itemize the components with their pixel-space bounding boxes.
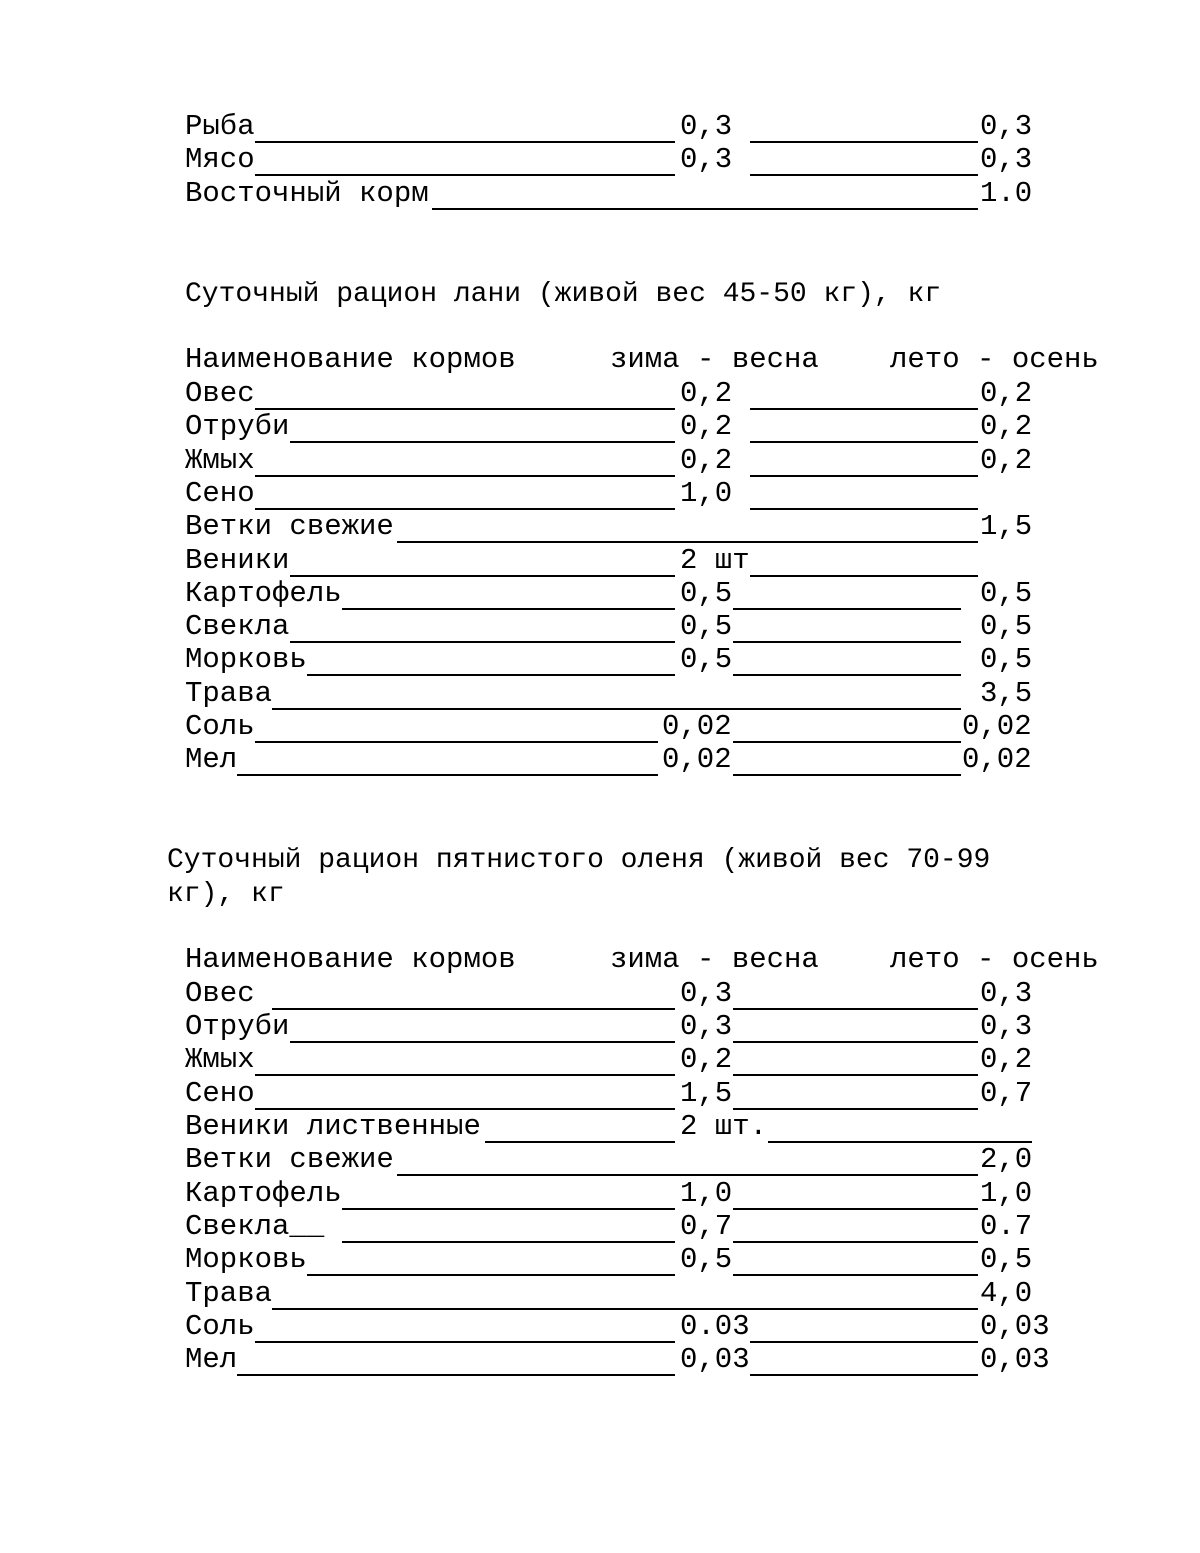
row-summer-value: 0,03 [980, 1310, 1050, 1343]
row-summer-value: 0,2 [980, 1043, 1032, 1076]
row-winter-value: 1,0 [680, 1177, 732, 1210]
row-label: Соль [185, 710, 255, 743]
leader-line [733, 1241, 978, 1243]
row-winter-value: 0,5 [680, 577, 732, 610]
leader-line [750, 475, 978, 477]
leader-line [733, 1208, 978, 1210]
row-winter-value: 0,02 [662, 743, 732, 776]
column-header-name: Наименование кормов [185, 943, 516, 976]
row-summer-value: 0,3 [980, 143, 1032, 176]
row-summer-value: 0,03 [980, 1343, 1050, 1376]
document-page [0, 0, 1200, 1553]
leader-line [307, 1274, 675, 1276]
row-label: Трава [185, 1277, 272, 1310]
row-summer-value: 0,2 [980, 410, 1032, 443]
leader-line [255, 141, 675, 143]
leader-line [237, 1374, 675, 1376]
leader-line [342, 1208, 675, 1210]
column-header-name: Наименование кормов [185, 343, 516, 376]
row-label: Свекла__ [185, 1210, 324, 1243]
leader-line [272, 708, 961, 710]
leader-line [342, 1241, 675, 1243]
row-winter-value: 1,5 [680, 1077, 732, 1110]
leader-line [750, 508, 978, 510]
leader-line [272, 1008, 675, 1010]
row-winter-value: 0,5 [680, 643, 732, 676]
row-winter-value: 0,2 [680, 377, 732, 410]
leader-line [290, 575, 675, 577]
row-winter-value: 0.03 [680, 1310, 750, 1343]
row-label: Отруби [185, 410, 289, 443]
leader-line [750, 1374, 978, 1376]
row-label: Свекла [185, 610, 289, 643]
row-label: Веники лиственные [185, 1110, 481, 1143]
row-label: Картофель [185, 577, 342, 610]
leader-line [733, 1074, 978, 1076]
row-winter-value: 0,3 [680, 1010, 732, 1043]
row-summer-value: 0,5 [980, 643, 1032, 676]
row-summer-value: 0,5 [980, 610, 1032, 643]
row-summer-value: 3,5 [980, 677, 1032, 710]
row-winter-value: 0,03 [680, 1343, 750, 1376]
row-winter-value: 0,2 [680, 444, 732, 477]
leader-line [733, 608, 961, 610]
row-summer-value: 1.0 [980, 177, 1032, 210]
leader-line [290, 441, 675, 443]
row-winter-value: 0,5 [680, 610, 732, 643]
row-winter-value: 0,2 [680, 410, 732, 443]
leader-line [485, 1141, 675, 1143]
row-winter-value: 0,3 [680, 110, 732, 143]
leader-line [733, 1108, 978, 1110]
row-label: Картофель [185, 1177, 342, 1210]
leader-line [290, 641, 675, 643]
leader-line [255, 1341, 675, 1343]
row-summer-value: 0,5 [980, 1243, 1032, 1276]
leader-line [750, 141, 978, 143]
row-summer-value: 0,3 [980, 110, 1032, 143]
leader-line [733, 1008, 978, 1010]
row-winter-value: 0,02 [662, 710, 732, 743]
leader-line [750, 575, 978, 577]
row-summer-value: 0,3 [980, 1010, 1032, 1043]
leader-line [733, 1274, 978, 1276]
leader-line [733, 1041, 978, 1043]
row-label: Рыба [185, 110, 255, 143]
row-summer-value: 0,7 [980, 1077, 1032, 1110]
row-winter-value: 2 шт [680, 544, 750, 577]
row-summer-value: 4,0 [980, 1277, 1032, 1310]
row-label: Морковь [185, 1243, 307, 1276]
leader-line [397, 541, 978, 543]
column-header-summer: лето - осень [890, 343, 1099, 376]
leader-line [255, 475, 675, 477]
row-summer-value: 0,02 [962, 710, 1032, 743]
row-label: Овес [185, 977, 255, 1010]
leader-line [342, 608, 675, 610]
row-label: Морковь [185, 643, 307, 676]
row-label: Овес [185, 377, 255, 410]
leader-line [255, 174, 675, 176]
row-winter-value: 0,7 [680, 1210, 732, 1243]
leader-line [307, 674, 675, 676]
section-title: Суточный рацион лани (живой вес 45-50 кг), кг [185, 278, 941, 311]
row-label: Сено [185, 477, 255, 510]
column-header-summer: лето - осень [890, 943, 1099, 976]
row-label: Жмых [185, 1043, 255, 1076]
row-winter-value: 0,5 [680, 1243, 732, 1276]
leader-line [733, 674, 961, 676]
leader-line [397, 1174, 978, 1176]
leader-line [255, 741, 658, 743]
row-label: Мел [185, 743, 237, 776]
leader-line [750, 441, 978, 443]
row-summer-value: 0,3 [980, 977, 1032, 1010]
leader-line [272, 1308, 978, 1310]
row-label: Отруби [185, 1010, 289, 1043]
row-label: Ветки свежие [185, 1143, 394, 1176]
row-winter-value: 0,3 [680, 977, 732, 1010]
row-summer-value: 1,5 [980, 510, 1032, 543]
row-label: Сено [185, 1077, 255, 1110]
row-summer-value: 2,0 [980, 1143, 1032, 1176]
row-summer-value: 0,5 [980, 577, 1032, 610]
leader-line [750, 1341, 978, 1343]
row-winter-value: 1,0 [680, 477, 732, 510]
row-label: Веники [185, 544, 289, 577]
row-summer-value: 0,2 [980, 444, 1032, 477]
leader-line [750, 408, 978, 410]
section-title: Суточный рацион пятнистого оленя (живой вес 70-99 [167, 844, 990, 877]
row-label: Мел [185, 1343, 237, 1376]
column-header-winter: зима - весна [610, 943, 819, 976]
leader-line [255, 1074, 675, 1076]
row-winter-value: 2 шт. [680, 1110, 767, 1143]
row-summer-value: 0.7 [980, 1210, 1032, 1243]
leader-line [290, 1041, 675, 1043]
leader-line [432, 208, 978, 210]
row-summer-value: 0,2 [980, 377, 1032, 410]
row-summer-value: 1,0 [980, 1177, 1032, 1210]
row-winter-value: 0,2 [680, 1043, 732, 1076]
row-label: Жмых [185, 444, 255, 477]
leader-line [255, 408, 675, 410]
section-title-continued: кг), кг [167, 878, 285, 911]
row-label: Мясо [185, 143, 255, 176]
leader-line [733, 774, 961, 776]
row-label: Трава [185, 677, 272, 710]
leader-line [733, 641, 961, 643]
column-header-winter: зима - весна [610, 343, 819, 376]
row-winter-value: 0,3 [680, 143, 732, 176]
leader-line [237, 774, 658, 776]
row-summer-value: 0,02 [962, 743, 1032, 776]
row-label: Ветки свежие [185, 510, 394, 543]
leader-line [750, 174, 978, 176]
leader-line [733, 741, 961, 743]
row-label: Соль [185, 1310, 255, 1343]
row-label: Восточный корм [185, 177, 429, 210]
